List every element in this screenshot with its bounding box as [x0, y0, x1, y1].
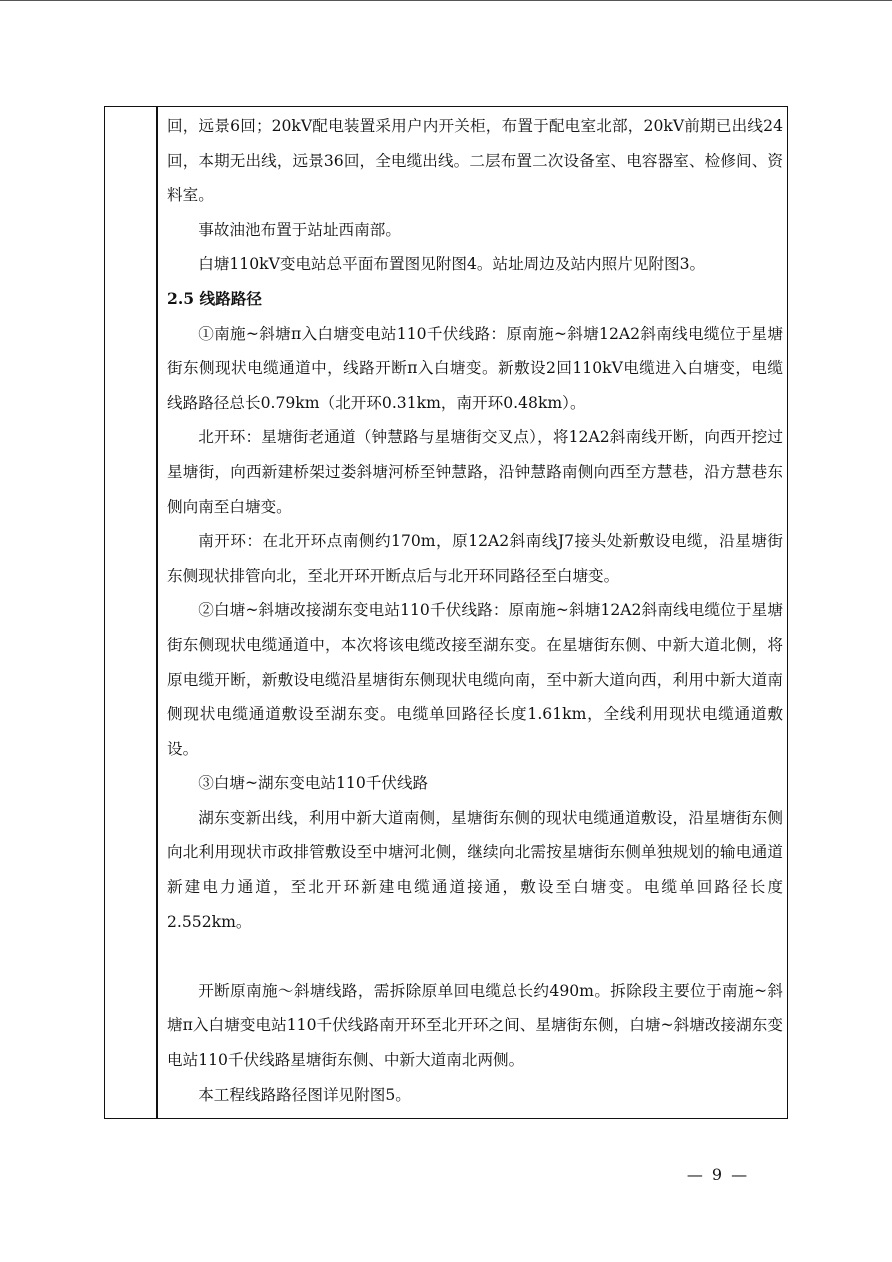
- paragraph-substation-layout: 回，远景6回；20kV配电装置采用户内开关柜，布置于配电室北部，20kV前期已出线24回，本期无出线，远景36回，全电缆出线。二层布置二次设备室、电容器室、检修间、资料室。: [167, 117, 783, 205]
- paragraph-line-2: ②白塘~斜塘改接湖东变电站110千伏线路：原南施~斜塘12A2斜南线电缆位于星塘街东侧现状电缆通道中，本次将该电缆改接至湖东变。在星塘街东侧、中新大道北侧，将原电缆开断，新敷设电缆沿星塘街东侧现状电缆向南，至中新大道向西，利用中新大道南侧现状电缆通道敷设至湖东变。电缆单回路径长度1.61km，全线利用现状电缆通道敷设。: [167, 601, 783, 758]
- paragraph-line-1: ①南施~斜塘π入白塘变电站110千伏线路：原南施~斜塘12A2斜南线电缆位于星塘街东侧现状电缆通道中，线路开断π入白塘变。新敷设2回110kV电缆进入白塘变，电缆线路路径总长0.79km（北开环0.31km，南开环0.48km）。: [167, 324, 783, 412]
- paragraph-plan-reference: 白塘110kV变电站总平面布置图见附图4。站址周边及站内照片见附图3。: [198, 255, 706, 274]
- content-cell: [167, 109, 783, 1112]
- paragraph-removal: 开断原南施～斜塘线路，需拆除原单回电缆总长约490m。拆除段主要位于南施~斜塘π入白塘变电站110千伏线路南开环至北开环之间、星塘街东侧，白塘~斜塘改接湖东变电站110千伏线路星塘街东侧、中新大道南北两侧。: [167, 981, 783, 1070]
- column-divider: [156, 107, 158, 1118]
- paragraph-north-loop: 北开环：星塘街老通道（钟慧路与星塘街交叉点），将12A2斜南线开断，向西开挖过星塘街，向西新建桥架过娄斜塘河桥至钟慧路，沿钟慧路南侧向西至方慧巷，沿方慧巷东侧向南至白塘变。: [167, 428, 783, 516]
- section-heading: 2.5 线路路径: [167, 288, 262, 308]
- paragraph-route-map-reference: 本工程线路路径图详见附图5。: [198, 1085, 411, 1104]
- top-rule: [0, 0, 892, 1]
- blank-line: [167, 939, 783, 974]
- paragraph-oil-pool: 事故油池布置于站址西南部。: [198, 220, 401, 239]
- paragraph-line-3: 湖东变新出线，利用中新大道南侧，星塘街东侧的现状电缆通道敷设，沿星塘街东侧向北利用现状市政排管敷设至中塘河北侧，继续向北需按星塘街东侧单独规划的输电通道新建电力通道，至北开环新建电缆通道接通，敷设至白塘变。电缆单回路径长度2.552km。: [167, 808, 783, 931]
- table-frame: [104, 106, 788, 1119]
- page-number: — 9 —: [686, 1165, 750, 1184]
- paragraph-south-loop: 南开环：在北开环点南侧约170m，原12A2斜南线J7接头处新敷设电缆，沿星塘街东侧现状排管向北，至北开环开断点后与北开环同路径至白塘变。: [167, 532, 783, 585]
- paragraph-line-3-title: ③白塘~湖东变电站110千伏线路: [198, 774, 429, 793]
